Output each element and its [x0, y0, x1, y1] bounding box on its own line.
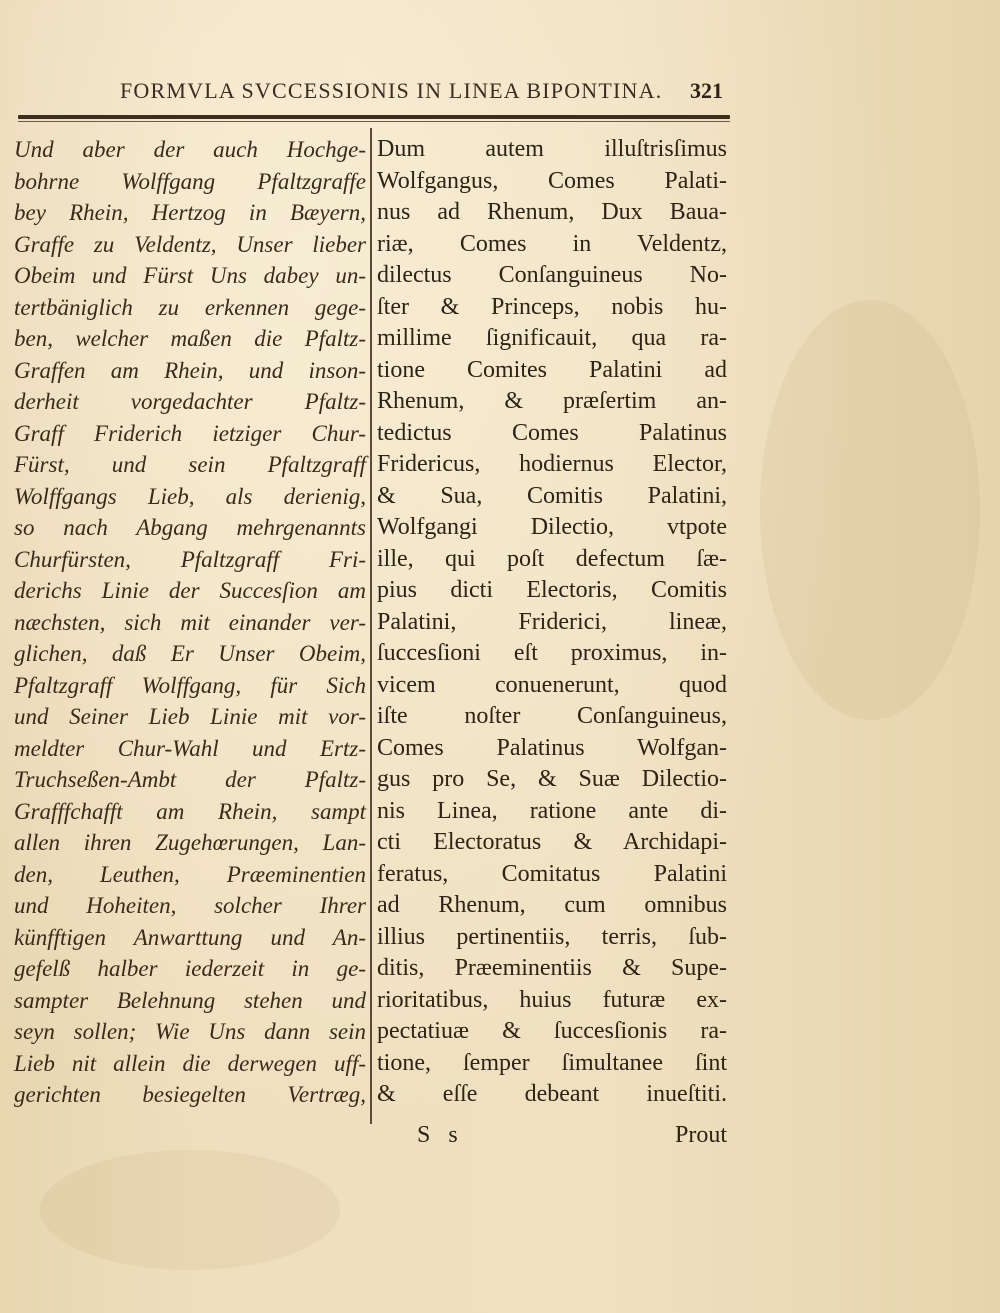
- german-text-line: Grafffchafft am Rhein, sampt: [14, 798, 366, 824]
- latin-text-line: nis Linea, ratione ante di-: [377, 797, 727, 824]
- column-divider: [370, 128, 372, 1124]
- german-text-line: den, Leuthen, Præeminentien: [14, 861, 366, 887]
- latin-text-line: ſuccesſioni eſt proximus, in-: [377, 640, 727, 666]
- german-text-line: Graff Friderich ietziger Chur-: [14, 420, 366, 446]
- latin-text-line: vicem conuenerunt, quod: [377, 671, 727, 698]
- german-text-line: gerichten besiegelten Vertræg,: [14, 1082, 366, 1107]
- german-text-line: Wolffgangs Lieb, als derienig,: [14, 483, 366, 509]
- header-rule-thin: [18, 121, 730, 122]
- latin-text-line: iſte noſter Conſanguineus,: [377, 703, 727, 729]
- latin-text-line: nus ad Rhenum, Dux Baua-: [377, 199, 727, 225]
- german-text-line: Lieb nit allein die derwegen uff-: [14, 1050, 366, 1076]
- latin-text-line: ad Rhenum, cum omnibus: [377, 892, 727, 918]
- page-header: [0, 78, 1000, 108]
- header-rule: [18, 115, 730, 119]
- latin-text-line: ſter & Princeps, nobis hu-: [377, 293, 727, 320]
- latin-text-line: tedictus Comes Palatinus: [377, 419, 727, 446]
- signature-mark: S s: [417, 1122, 464, 1148]
- german-text-line: Truchseßen-Ambt der Pfaltz-: [14, 767, 366, 792]
- latin-text-line: & eſſe debeant inueſtiti.: [377, 1081, 727, 1107]
- latin-text-line: feratus, Comitatus Palatini: [377, 860, 727, 887]
- german-text-line: tertbäniglich zu erkennen gege-: [14, 294, 366, 320]
- german-text-line: Obeim und Fürst Uns dabey un-: [14, 263, 366, 288]
- german-text-line: Churfürsten, Pfaltzgraff Fri-: [14, 546, 366, 572]
- german-text-line: derichs Linie der Succesſion am: [14, 578, 366, 603]
- latin-text-line: riæ, Comes in Veldentz,: [377, 230, 727, 257]
- page-number: 321: [690, 78, 723, 103]
- german-column: [14, 134, 366, 1111]
- latin-text-line: & Sua, Comitis Palatini,: [377, 482, 727, 509]
- german-text-line: glichen, daß Er Unser Obeim,: [14, 641, 366, 666]
- german-text-line: bey Rhein, Hertzog in Bæyern,: [14, 200, 366, 225]
- latin-text-line: ditis, Præeminentiis & Supe-: [377, 955, 727, 981]
- paper-stain: [40, 1150, 340, 1270]
- german-text-line: künfftigen Anwarttung und An-: [14, 924, 366, 950]
- german-text-line: allen ihren Zugehœrungen, Lan-: [14, 830, 366, 855]
- latin-text-line: tione, ſemper ſimultanee ſint: [377, 1049, 727, 1076]
- latin-text-line: Dum autem illuſtrisſimus: [377, 136, 727, 162]
- latin-text-line: ille, qui poſt defectum ſæ-: [377, 545, 727, 572]
- catchword: Prout: [674, 1122, 727, 1148]
- latin-text-line: gus pro Se, & Suæ Dilectio-: [377, 766, 727, 792]
- running-head: FORMVLA SVCCESSIONIS IN LINEA BIPONTINA.: [120, 78, 663, 103]
- german-text-line: bohrne Wolffgang Pfaltzgraffe: [14, 168, 366, 194]
- latin-text-line: tione Comites Palatini ad: [377, 356, 727, 383]
- german-text-line: sampter Belehnung stehen und: [14, 987, 366, 1013]
- latin-text-line: Rhenum, & præſertim an-: [377, 388, 727, 414]
- latin-text-line: millime ſignificauit, qua ra-: [377, 325, 727, 351]
- german-text-line: Und aber der auch Hochge-: [14, 137, 366, 162]
- german-text-line: Pfaltzgraff Wolffgang, für Sich: [14, 672, 366, 698]
- german-text-line: meldter Chur-Wahl und Ertz-: [14, 735, 366, 761]
- latin-text-line: cti Electoratus & Archidapi-: [377, 829, 727, 855]
- german-text-line: gefelß halber iederzeit in ge-: [14, 956, 366, 981]
- german-text-line: Graffen am Rhein, und inson-: [14, 357, 366, 383]
- german-text-line: und Seiner Lieb Linie mit vor-: [14, 704, 366, 729]
- paper-stain: [760, 300, 980, 720]
- page-footer: [377, 1122, 727, 1156]
- latin-text-line: pectatiuæ & ſuccesſionis ra-: [377, 1018, 727, 1044]
- german-text-line: so nach Abgang mehrgenannts: [14, 515, 366, 540]
- latin-text-line: Fridericus, hodiernus Elector,: [377, 451, 727, 477]
- german-text-line: næchsten, sich mit einander ver-: [14, 609, 366, 635]
- latin-text-line: Palatini, Friderici, lineæ,: [377, 608, 727, 635]
- latin-text-line: Wolfgangus, Comes Palati-: [377, 167, 727, 194]
- german-text-line: und Hoheiten, solcher Ihrer: [14, 893, 366, 918]
- german-text-line: seyn sollen; Wie Uns dann sein: [14, 1019, 366, 1044]
- german-text-line: ben, welcher maßen die Pfaltz-: [14, 326, 366, 351]
- german-text-line: derheit vorgedachter Pfaltz-: [14, 389, 366, 414]
- german-text-line: Graffe zu Veldentz, Unser lieber: [14, 231, 366, 257]
- latin-column: [377, 134, 727, 1111]
- latin-text-line: illius pertinentiis, terris, ſub-: [377, 923, 727, 950]
- latin-text-line: Comes Palatinus Wolfgan-: [377, 734, 727, 761]
- latin-text-line: dilectus Conſanguineus No-: [377, 262, 727, 288]
- latin-text-line: rioritatibus, huius futuræ ex-: [377, 986, 727, 1013]
- german-text-line: Fürst, und sein Pfaltzgraff: [14, 452, 366, 477]
- latin-text-line: Wolfgangi Dilectio, vtpote: [377, 514, 727, 540]
- latin-text-line: pius dicti Electoris, Comitis: [377, 577, 727, 603]
